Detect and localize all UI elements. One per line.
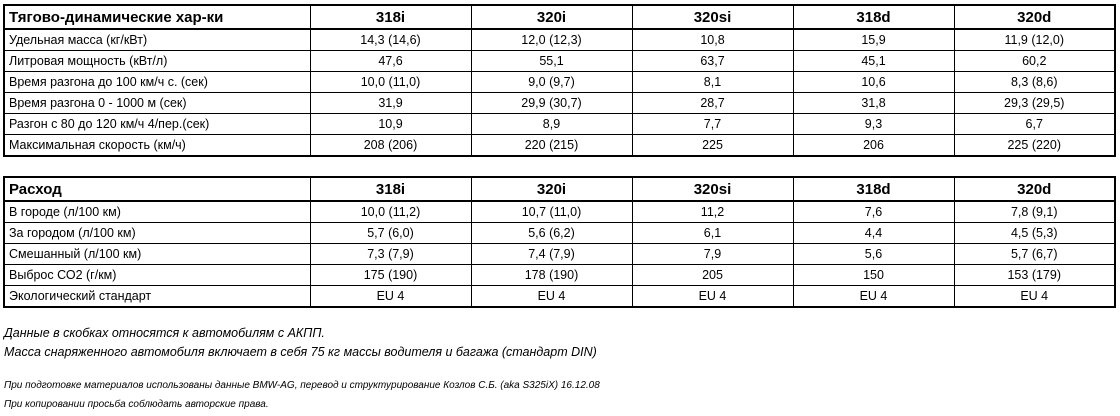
table-cell: 60,2 — [954, 51, 1115, 72]
table-row — [4, 223, 1115, 244]
footnote-line: Масса снаряженного автомобиля включает в себя 75 кг массы водителя и багажа (стандарт DIN) — [4, 345, 597, 359]
table-cell: 31,8 — [793, 93, 954, 114]
table-cell: 29,3 (29,5) — [954, 93, 1115, 114]
footnote-line: Данные в скобках относятся к автомобилям с АКПП. — [4, 326, 325, 340]
table-row — [4, 93, 1115, 114]
table-cell: 12,0 (12,3) — [471, 29, 632, 51]
table-cell: 5,7 (6,0) — [310, 223, 471, 244]
table-cell: 5,6 (6,2) — [471, 223, 632, 244]
table-cell: EU 4 — [471, 286, 632, 308]
table-cell: 10,0 (11,2) — [310, 201, 471, 223]
table-cell: 153 (179) — [954, 265, 1115, 286]
model-header: 320si — [632, 5, 793, 29]
performance-table — [3, 4, 1116, 157]
row-label: В городе (л/100 км) — [4, 201, 310, 223]
model-header: 320i — [471, 177, 632, 201]
table-row — [4, 72, 1115, 93]
row-label: Экологический стандарт — [4, 286, 310, 308]
table-cell: 7,9 — [632, 244, 793, 265]
table-cell: 205 — [632, 265, 793, 286]
table-cell: 45,1 — [793, 51, 954, 72]
table-cell: EU 4 — [954, 286, 1115, 308]
row-label: Разгон с 80 до 120 км/ч 4/пер.(сек) — [4, 114, 310, 135]
table-cell: 7,7 — [632, 114, 793, 135]
credits-line: При копировании просьба соблюдать авторские права. — [4, 399, 269, 410]
table-cell: 7,8 (9,1) — [954, 201, 1115, 223]
table-cell: 10,9 — [310, 114, 471, 135]
row-label: Выброс СО2 (г/км) — [4, 265, 310, 286]
credits-line: При подготовке материалов использованы данные BMW-AG, перевод и структурирование Козлов С.Б. (aka S325iX) 16.12.08 — [4, 380, 600, 391]
table-cell: 15,9 — [793, 29, 954, 51]
table-cell: 150 — [793, 265, 954, 286]
model-header: 320i — [471, 5, 632, 29]
table-row — [4, 265, 1115, 286]
model-header: 318d — [793, 177, 954, 201]
consumption-header-row — [4, 177, 1115, 201]
table-cell: 6,7 — [954, 114, 1115, 135]
table-cell: 47,6 — [310, 51, 471, 72]
credits — [4, 376, 600, 414]
model-header: 320d — [954, 5, 1115, 29]
table-cell: 9,3 — [793, 114, 954, 135]
table-cell: 9,0 (9,7) — [471, 72, 632, 93]
model-header: 318i — [310, 5, 471, 29]
performance-table-title: Тягово-динамические хар-ки — [4, 5, 310, 29]
row-label: Смешанный (л/100 км) — [4, 244, 310, 265]
table-cell: 11,2 — [632, 201, 793, 223]
table-cell: 208 (206) — [310, 135, 471, 157]
table-cell: 28,7 — [632, 93, 793, 114]
table-cell: 4,4 — [793, 223, 954, 244]
table-cell: 7,3 (7,9) — [310, 244, 471, 265]
table-cell: 178 (190) — [471, 265, 632, 286]
table-cell: 8,9 — [471, 114, 632, 135]
table-cell: 175 (190) — [310, 265, 471, 286]
row-label: Время разгона до 100 км/ч с. (сек) — [4, 72, 310, 93]
table-cell: 10,8 — [632, 29, 793, 51]
table-cell: 8,3 (8,6) — [954, 72, 1115, 93]
table-row — [4, 114, 1115, 135]
consumption-table-title: Расход — [4, 177, 310, 201]
table-cell: 31,9 — [310, 93, 471, 114]
table-row — [4, 201, 1115, 223]
table-cell: 10,0 (11,0) — [310, 72, 471, 93]
row-label: Удельная масса (кг/кВт) — [4, 29, 310, 51]
table-cell: 11,9 (12,0) — [954, 29, 1115, 51]
footnotes — [4, 324, 597, 362]
table-cell: 10,7 (11,0) — [471, 201, 632, 223]
row-label: За городом (л/100 км) — [4, 223, 310, 244]
row-label: Литровая мощность (кВт/л) — [4, 51, 310, 72]
model-header: 320si — [632, 177, 793, 201]
table-cell: 225 (220) — [954, 135, 1115, 157]
row-label: Время разгона 0 - 1000 м (сек) — [4, 93, 310, 114]
table-cell: 5,7 (6,7) — [954, 244, 1115, 265]
table-cell: 29,9 (30,7) — [471, 93, 632, 114]
table-cell: 7,6 — [793, 201, 954, 223]
model-header: 318d — [793, 5, 954, 29]
table-cell: 55,1 — [471, 51, 632, 72]
performance-header-row — [4, 5, 1115, 29]
table-cell: 14,3 (14,6) — [310, 29, 471, 51]
model-header: 320d — [954, 177, 1115, 201]
table-row — [4, 244, 1115, 265]
table-cell: EU 4 — [632, 286, 793, 308]
table-cell: 220 (215) — [471, 135, 632, 157]
table-cell: 4,5 (5,3) — [954, 223, 1115, 244]
consumption-table — [3, 176, 1116, 308]
table-cell: 225 — [632, 135, 793, 157]
table-cell: 8,1 — [632, 72, 793, 93]
table-cell: 5,6 — [793, 244, 954, 265]
table-cell: EU 4 — [793, 286, 954, 308]
table-row — [4, 135, 1115, 157]
table-row — [4, 51, 1115, 72]
table-cell: EU 4 — [310, 286, 471, 308]
table-cell: 10,6 — [793, 72, 954, 93]
row-label: Максимальная скорость (км/ч) — [4, 135, 310, 157]
table-cell: 63,7 — [632, 51, 793, 72]
model-header: 318i — [310, 177, 471, 201]
table-row — [4, 286, 1115, 308]
table-cell: 6,1 — [632, 223, 793, 244]
table-cell: 206 — [793, 135, 954, 157]
table-cell: 7,4 (7,9) — [471, 244, 632, 265]
table-row — [4, 29, 1115, 51]
